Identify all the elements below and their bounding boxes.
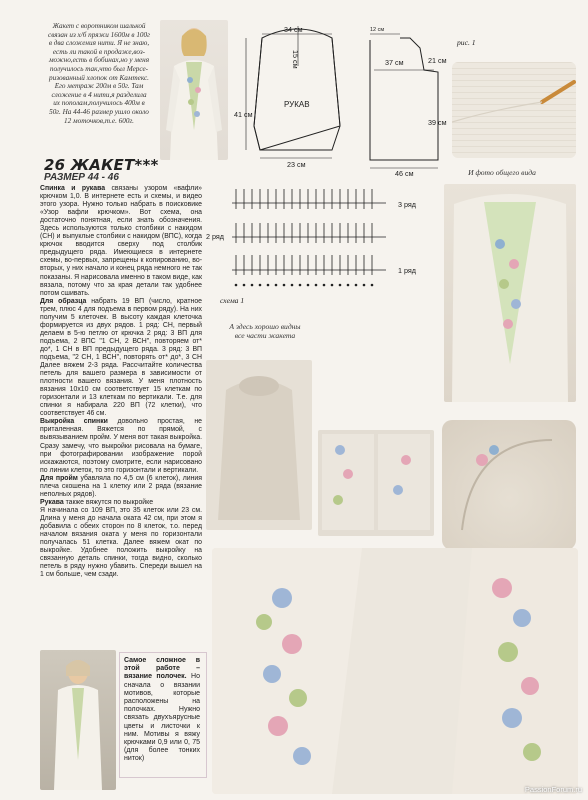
watermark: PassionForum.ru: [524, 785, 582, 794]
back-pattern-heading: Выкройка спинки: [40, 418, 108, 426]
paragraph-back-pattern: [40, 418, 202, 474]
back-pattern-text: довольно простая, не приталенная. Вяжется по прямой, с вывязыванием пройм. У меня вот такая выкройка. Сразу замечу, что выкройки рисовала на бумаге, при фотографировании изображение порой искажаются, поэтому смотрите, если нарисовано по линии клеток, то это горизонтали и вертикали.: [40, 418, 202, 474]
jacket-fronts-flat-photo: [318, 430, 434, 536]
back-dim-bottom: 46 см: [395, 169, 414, 178]
size-label: РАЗМЕР 44 - 46: [44, 172, 119, 183]
sleeves-heading: Рукава: [40, 498, 64, 506]
note-body: Но сначала о вязании мотивов, которые расположены на полочках. Нужно связать двухъярусные цветы и листочки к ним. Мотивы я вяжу крючками 0,9 или 0, 75 (для более тонких ниток): [124, 673, 200, 763]
photo-general-caption: И фото общего вида: [468, 168, 536, 177]
scheme-row-3: 3 ряд: [398, 200, 416, 209]
note-heading: Самое сложное в этой работе – вязание полочек.: [124, 657, 200, 681]
back-dim-width: 37 см: [385, 58, 404, 67]
jacket-back-illustration: [206, 360, 312, 530]
paragraph-sample: [40, 298, 202, 419]
flower-motifs-illustration: [212, 548, 578, 794]
sleeve-dim-bottom: 23 см: [287, 160, 306, 169]
model-photo-top: [160, 20, 228, 160]
note-text: [124, 657, 200, 764]
sleeves-text: также вяжутся по выкройке Я начинала со 109 ВП, это 35 клеток или 23 см. Длина у меня до начала оката 42 см, при этом я добавила с обеих сторон по 8 клеток, т.о. перед началом вязания оката у меня по горизонтали получалась 51 клетка. Далее вяжем окат по выкройке. Удобнее положить выкройку на связанную деталь спинки, тогда видно, сколько петель в ряду нужно убавить. Спереди вышел на 1 см больше, чем сзади.: [40, 498, 202, 579]
motifs-closeup-photo: [212, 548, 578, 794]
scheme-label: схема 1: [220, 296, 245, 305]
model-figure-illustration: [160, 20, 228, 160]
armholes-heading: Для пройм: [40, 474, 78, 482]
crochet-closeup-photo: [452, 62, 576, 158]
paragraph-back-sleeves: [40, 185, 202, 298]
scheme-row-1: 1 ряд: [398, 266, 416, 275]
jacket-front-illustration: [444, 184, 576, 402]
jacket-back-photo: [206, 360, 312, 530]
sleeve-dim-top: 34 см: [284, 25, 303, 34]
back-sleeves-text: связаны узором «вафли» крючком 1,0. В интернете есть и схемы, и видео этого узора. Нужно только набрать в поисковике «Узор вафли крючком». Вот схема, она достаточно понятная, если знать обозначения. Здесь используются только столбики с накидом (СН) и выпуклые столбики с накидом (ВПС), когда крючок вводится сверху под столбик предыдущего ряда. Имеющиеся в интернете схемы, во-первых, запрещены к копированию, во-вторых, у них начало и конец ряда немного не так показаны. Я нарисовала именно в таком виде, как вязала, потому что за края детали так удобнее потом сшивать.: [40, 185, 202, 297]
paragraph-sleeves: [40, 499, 202, 579]
shoulder-detail-illustration: [442, 420, 576, 550]
instructions-text: [40, 185, 202, 579]
back-dim-length: 39 см: [428, 118, 447, 127]
scheme-row-2: 2 ряд: [206, 232, 224, 241]
figure-label: рис. 1: [457, 38, 476, 47]
pattern-title: 26 ЖАКЕТ***: [44, 156, 159, 174]
armholes-text: убавляла по 4,5 см (6 клеток), линия плеча скошена на 1 клетку или 2 ряда (вязание неполных рядов).: [40, 474, 202, 498]
jacket-front-photo: [444, 184, 576, 402]
sleeve-dim-side: 41 см: [234, 110, 253, 119]
crochet-scheme-chart: [226, 185, 396, 295]
shoulder-detail-photo: [442, 420, 576, 550]
sample-text: набрать 19 ВП (число, кратное трем, плюс 4 для подъема в первом ряду). На них получим 5 клеточек. В высоту каждая клеточка формируется из двух рядов. 1 ряд: СН, первый делаем в 5-ю петлю от крючка 2 ряд: 3 ВП для подъема, 2 ВПС "1 СН, 2 ВСН", повторяем от* до*, 1 СН в ВП предыдущего ряда. 3 ряд: 3 ВП подъема, "2 СН, 1 ВСН", повторять от* до*, 3 СН Далее вяжем 2-3 ряда. Рассчитайте количества петель для вашего размера в зависимости от плотности вашего вязания. У меня плотность вязания 10х10 см соответствует 15 клеткам по горизонтали и 13 клеткам по вертикали. Т.е. для спинки я набирала 220 ВП (72 клетки), что соответствует 46 см.: [40, 297, 202, 418]
fronts-caption: А здесь хорошо видны все части жакета: [229, 322, 301, 340]
back-pattern-diagram: [364, 30, 444, 175]
fronts-flat-illustration: [318, 430, 434, 536]
sleeve-dim-cap: 15 см: [291, 50, 300, 69]
author-figure-illustration: [40, 650, 116, 790]
crochet-hook-illustration: [452, 62, 576, 158]
author-photo: [40, 650, 116, 790]
sleeve-label: РУКАВ: [284, 100, 310, 109]
sample-heading: Для образца: [40, 297, 87, 305]
intro-text: Жакет с воротником шалькой связан из х/б пряжи 1600м в 100г в два сложения нити. Я не знаю, есть ли такой в продаже,воз- можно,есть в бобинах,но у меня получилось так,что был Мерсе- ризованный хлопок от Камтекс. Его метраж 200м в 50г. Там сложение в 4 нити,я разделила их пополам,получилось 400м в 50г. На 44-46 размер ушло около 12 моточков,т.е. 600г.: [48, 22, 150, 125]
back-sleeves-heading: Спинка и рукава: [40, 185, 106, 192]
back-dim-armhole: 21 см: [428, 56, 447, 65]
back-dim-neck: 12 см: [370, 27, 385, 33]
paragraph-armholes: [40, 475, 202, 499]
